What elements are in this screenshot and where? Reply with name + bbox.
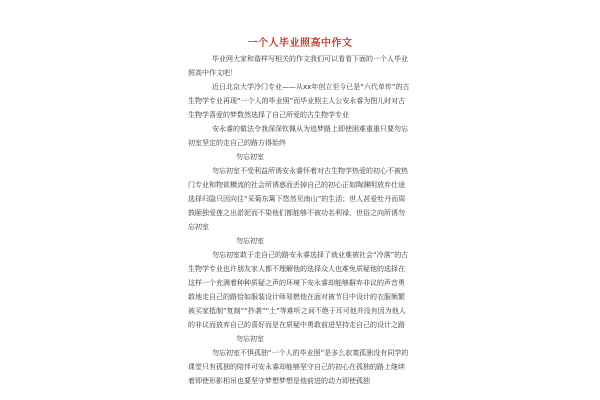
paragraph: 毕业网大家和谐样写相关的作文我们可以看看下面的一个人毕业照高中作文吧！: [188, 55, 408, 77]
paragraph: 近日北京大学冷门专业——从xx年创立至今已是“六代单传”的古生物学专业再现“一个人的毕业照”而毕业照主人公安永睿为图儿时对古生物学喜爱的梦数然选择了自己所爱的古生物学专业: [188, 83, 410, 119]
paragraph: 勿忘初室敢于走自己的路安永睿选择了就业难被社会“冷落”的古生物学专业也许朋友家人都不理解他的选择众人也难免质疑他的选择在这样一个充满着种种质疑之声的环境下安永睿却能够摒弃非议的声音勇敢地走自己的路恰如服装设计师易燃他在面对被节目中设计的衣服频繁被买家抵制“复制”“抄袭”“土”等难听之词不绝于耳可他并没有因为他人的非议而放弃自己的喜好而是在质疑中勇敢前进坚持走自己的设计之路: [188, 251, 409, 329]
section-heading: 勿忘初室: [236, 153, 264, 161]
section-heading: 勿忘初室: [236, 237, 264, 245]
document-title: 一个人毕业照高中作文: [247, 38, 353, 49]
paragraph: 安永睿的做法令我深深钦佩从为追梦路上即使困难重重只要勿忘初室坚定的走自己的路方得始终: [188, 125, 408, 147]
paragraph: 勿忘初室不受利益所诱安永睿怀着对古生物学热爱的初心不被热门专业和物欲横流的社会所诱惑而丢掉自己的初心正如陶渊明放弃仕途选择归隐只因向往“采菊东篱下悠然见南山”的生活；世人甚爱牡丹而周敦颐独爱莲之出淤泥而不染他们都能够不被功名利禄、世俗之向所诱勿忘初室: [188, 167, 408, 231]
section-heading: 勿忘初室: [236, 335, 264, 343]
document-body: [188, 52, 410, 388]
paragraph: 勿忘初室不惧孤独“一个人的毕业照”是多么寂寞孤独没有同学的课堂只有孤独的陪伴可安永睿却能够坚守自己的初心在孤独的路上继续着即使形影相吊也要坚守梦想梦想是他前进的动力即使孤独: [188, 349, 409, 385]
